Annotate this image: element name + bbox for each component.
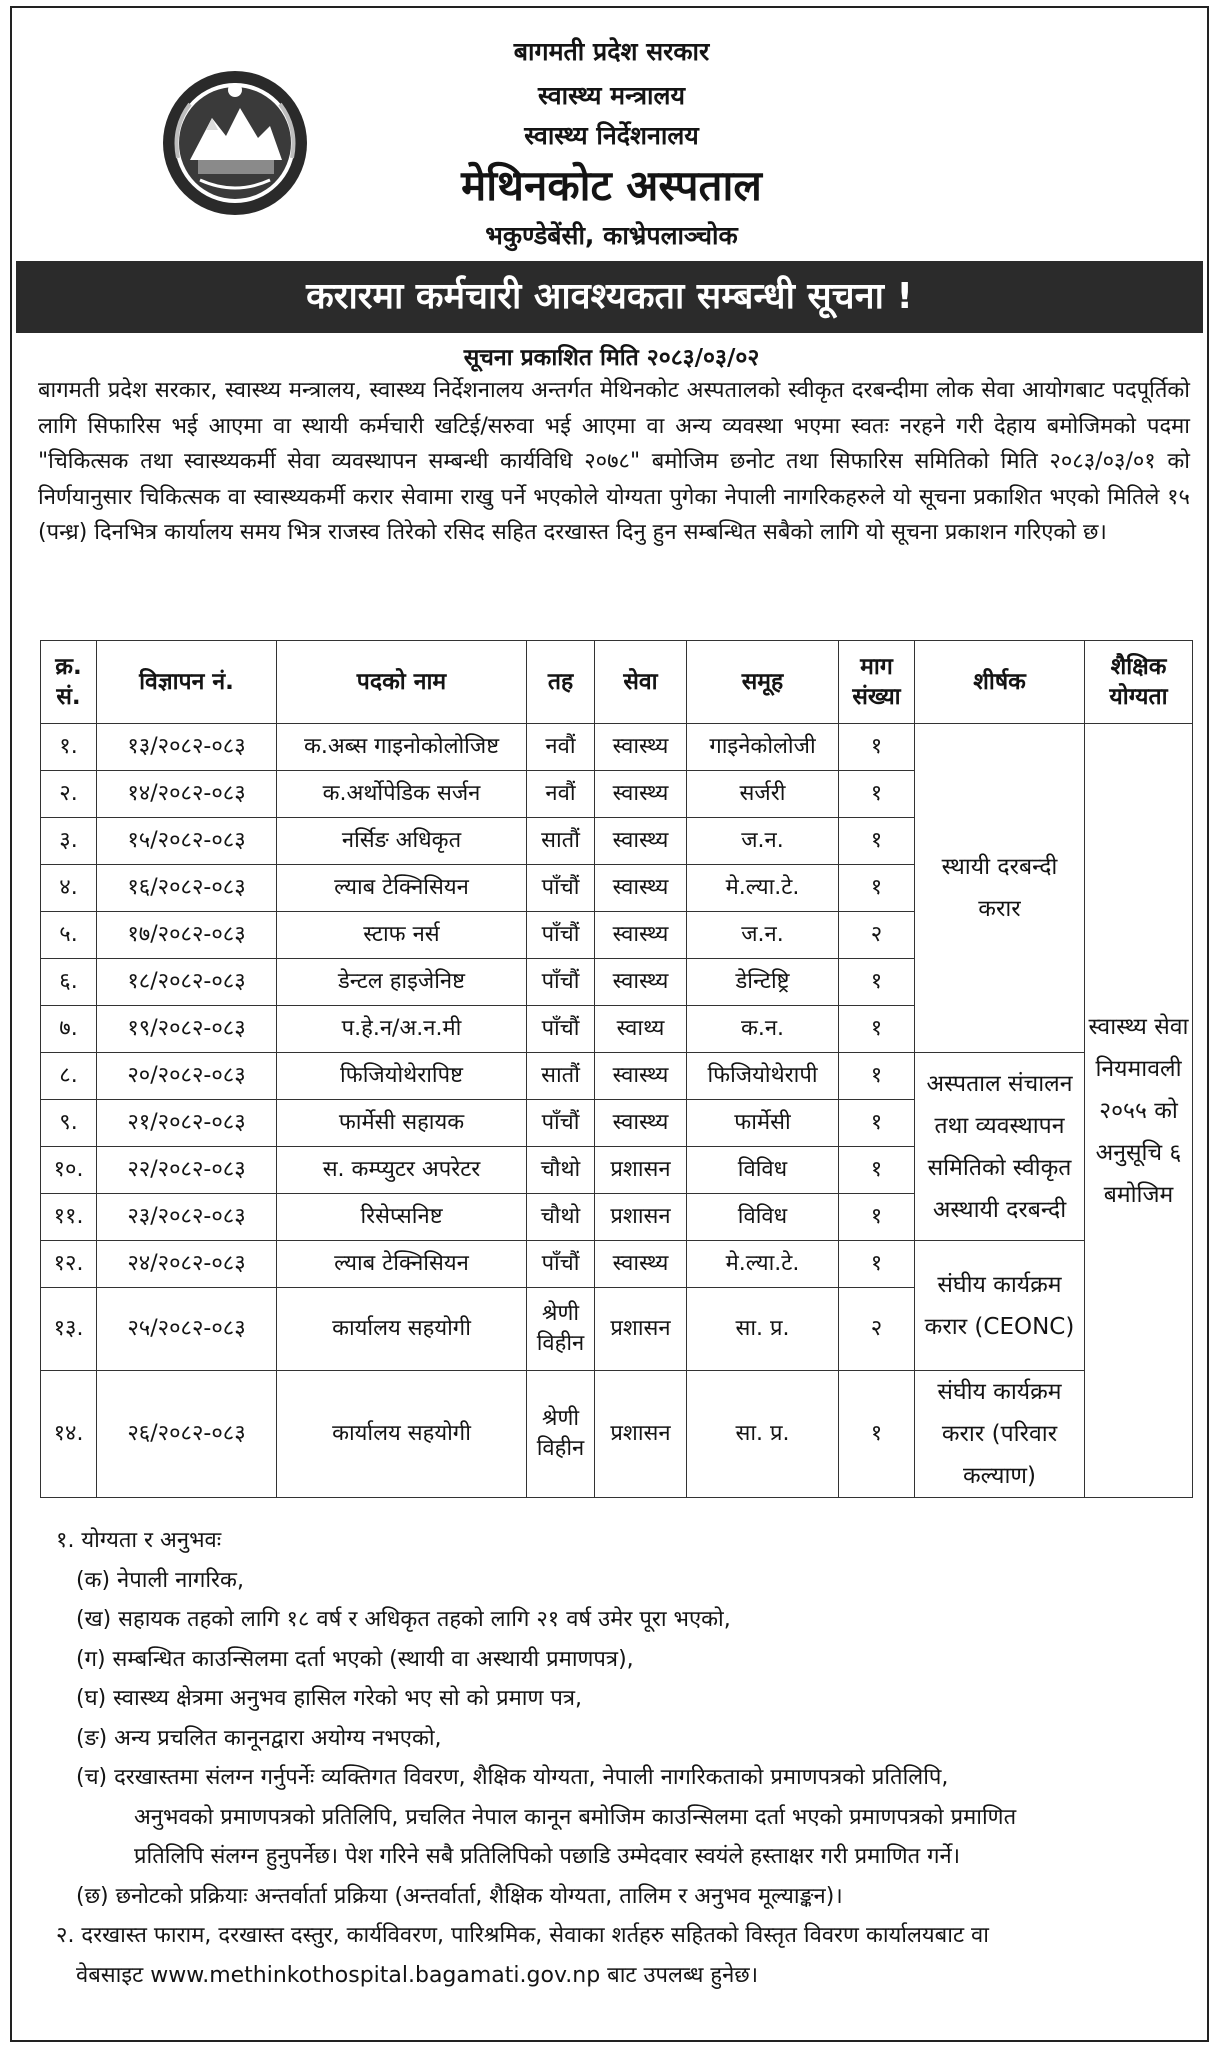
col-header-level: तह <box>527 641 595 724</box>
cell-level: सातौं <box>527 1053 595 1100</box>
cell-ad: २३/२०८२-०८३ <box>97 1194 277 1241</box>
cell-level: पाँचौं <box>527 959 595 1006</box>
cell-post: ल्याब टेक्निसियन <box>277 865 527 912</box>
cell-service: स्वास्थ्य <box>595 724 687 771</box>
table-row <box>41 1371 1193 1498</box>
col-header-service: सेवा <box>595 641 687 724</box>
ministry-name: स्वास्थ्य मन्त्रालय <box>538 81 685 110</box>
cell-service: प्रशासन <box>595 1288 687 1371</box>
cell-level: चौथो <box>527 1147 595 1194</box>
cell-post: ल्याब टेक्निसियन <box>277 1241 527 1288</box>
table-row <box>41 1241 1193 1288</box>
cell-level: सातौं <box>527 818 595 865</box>
col-header-group: समूह <box>687 641 839 724</box>
cell-service: प्रशासन <box>595 1371 687 1498</box>
cell-level: श्रेणी विहीन <box>527 1288 595 1371</box>
cell-sn: १. <box>41 724 97 771</box>
cell-group: फार्मेसी <box>687 1100 839 1147</box>
cell-title-ceonc: संघीय कार्यक्रम करार (CEONC) <box>915 1241 1085 1371</box>
cell-service: स्वास्थ्य <box>595 959 687 1006</box>
cell-level: पाँचौं <box>527 865 595 912</box>
cell-ad: १६/२०८२-०८३ <box>97 865 277 912</box>
cell-sn: ९. <box>41 1100 97 1147</box>
cell-post: क.अब्स गाइनोकोलोजिष्ट <box>277 724 527 771</box>
cell-title-temporary: अस्पताल संचालन तथा व्यवस्थापन समितिको स्वीकृत अस्थायी दरबन्दी <box>915 1053 1085 1241</box>
requirement-chha: (छ) छनोटको प्रक्रियाः अन्तर्वार्ता प्रक्रिया (अन्तर्वार्ता, शैक्षिक योग्यता, तालिम र अनुभव मूल्याङ्कन)। <box>76 1883 843 1909</box>
cell-sn: ३. <box>41 818 97 865</box>
cell-group: विविध <box>687 1194 839 1241</box>
requirement-kha: (ख) सहायक तहको लागि १८ वर्ष र अधिकृत तहको लागि २१ वर्ष उमेर पूरा भएको, <box>76 1607 731 1632</box>
cell-service: स्वास्थ्य <box>595 1241 687 1288</box>
col-header-demand: माग संख्या <box>839 641 915 724</box>
cell-sn: १२. <box>41 1241 97 1288</box>
cell-post: क.अर्थोपेडिक सर्जन <box>277 771 527 818</box>
cell-ad: २२/२०८२-०८३ <box>97 1147 277 1194</box>
cell-sn: ६. <box>41 959 97 1006</box>
table-row <box>41 724 1193 771</box>
cell-service: प्रशासन <box>595 1147 687 1194</box>
col-header-post: पदको नाम <box>277 641 527 724</box>
requirement-cha-line3: प्रतिलिपि संलग्न हुनुपर्नेछ। पेश गरिने सबै प्रतिलिपिको पछाडि उम्मेदवार स्वयंले हस्ताक्षर गरी प्रमाणित गर्ने। <box>134 1844 961 1869</box>
cell-demand: १ <box>839 771 915 818</box>
cell-level: पाँचौं <box>527 1100 595 1147</box>
cell-service: स्वास्थ्य <box>595 1100 687 1147</box>
cell-demand: १ <box>839 959 915 1006</box>
cell-post: स्टाफ नर्स <box>277 912 527 959</box>
cell-level: पाँचौं <box>527 1006 595 1053</box>
cell-level: नवौं <box>527 724 595 771</box>
cell-post: कार्यालय सहयोगी <box>277 1371 527 1498</box>
requirement-gha: (घ) स्वास्थ्य क्षेत्रमा अनुभव हासिल गरेको भए सो को प्रमाण पत्र, <box>76 1686 582 1711</box>
cell-group: फिजियोथेरापी <box>687 1053 839 1100</box>
cell-demand: १ <box>839 1371 915 1498</box>
cell-demand: १ <box>839 1100 915 1147</box>
cell-post: नर्सिङ अधिकृत <box>277 818 527 865</box>
cell-qualification: स्वास्थ्य सेवा नियमावली २०५५ को अनुसूचि ६ बमोजिम <box>1085 724 1193 1498</box>
cell-level: श्रेणी विहीन <box>527 1371 595 1498</box>
cell-ad: १५/२०८२-०८३ <box>97 818 277 865</box>
cell-post: स. कम्प्युटर अपरेटर <box>277 1147 527 1194</box>
cell-group: मे.ल्या.टे. <box>687 1241 839 1288</box>
cell-post: फार्मेसी सहायक <box>277 1100 527 1147</box>
publish-date: सूचना प्रकाशित मिति २०८३/०३/०२ <box>463 345 760 371</box>
cell-group: ज.न. <box>687 818 839 865</box>
col-header-ad: विज्ञापन नं. <box>97 641 277 724</box>
vacancy-table <box>40 640 1193 1498</box>
requirements-heading: १. योग्यता र अनुभवः <box>56 1528 222 1553</box>
cell-demand: १ <box>839 1194 915 1241</box>
cell-post: प.हे.न/अ.न.मी <box>277 1006 527 1053</box>
cell-sn: ४. <box>41 865 97 912</box>
cell-sn: २. <box>41 771 97 818</box>
cell-service: प्रशासन <box>595 1194 687 1241</box>
cell-level: पाँचौं <box>527 1241 595 1288</box>
directorate-name: स्वास्थ्य निर्देशनालय <box>524 121 699 150</box>
cell-group: गाइनेकोलोजी <box>687 724 839 771</box>
cell-sn: ७. <box>41 1006 97 1053</box>
col-header-sn: क्र. सं. <box>41 641 97 724</box>
cell-group: विविध <box>687 1147 839 1194</box>
cell-ad: १७/२०८२-०८३ <box>97 912 277 959</box>
col-header-title: शीर्षक <box>915 641 1085 724</box>
cell-ad: २६/२०८२-०८३ <box>97 1371 277 1498</box>
cell-sn: ११. <box>41 1194 97 1241</box>
hospital-address: भकुण्डेबेंसी, काभ्रेपलाञ्चोक <box>485 221 738 250</box>
cell-ad: २०/२०८२-०८३ <box>97 1053 277 1100</box>
cell-group: मे.ल्या.टे. <box>687 865 839 912</box>
cell-post: रिसेप्सनिष्ट <box>277 1194 527 1241</box>
cell-title-permanent: स्थायी दरबन्दी करार <box>915 724 1085 1053</box>
cell-group: क.न. <box>687 1006 839 1053</box>
cell-post: कार्यालय सहयोगी <box>277 1288 527 1371</box>
province-name: बागमती प्रदेश सरकार <box>513 37 710 66</box>
cell-demand: १ <box>839 1241 915 1288</box>
cell-sn: १४. <box>41 1371 97 1498</box>
requirement-nga: (ङ) अन्य प्रचलित कानूनद्वारा अयोग्य नभएको, <box>76 1725 442 1751</box>
cell-demand: १ <box>839 1053 915 1100</box>
note-two-line2: वेबसाइट www.methinkothospital.bagamati.gov.np बाट उपलब्ध हुनेछ। <box>76 1962 759 1988</box>
requirement-ka: (क) नेपाली नागरिक, <box>76 1567 244 1593</box>
requirements-section <box>56 1521 1196 1995</box>
cell-demand: २ <box>839 912 915 959</box>
cell-level: चौथो <box>527 1194 595 1241</box>
cell-demand: १ <box>839 724 915 771</box>
cell-service: स्वाथ्य <box>595 1006 687 1053</box>
table-header-row <box>41 641 1193 724</box>
cell-ad: १८/२०८२-०८३ <box>97 959 277 1006</box>
cell-ad: १४/२०८२-०८३ <box>97 771 277 818</box>
cell-demand: २ <box>839 1288 915 1371</box>
hospital-name: मेथिनकोट अस्पताल <box>461 161 762 210</box>
cell-level: नवौं <box>527 771 595 818</box>
cell-service: स्वास्थ्य <box>595 771 687 818</box>
cell-service: स्वास्थ्य <box>595 912 687 959</box>
cell-group: ज.न. <box>687 912 839 959</box>
cell-sn: १३. <box>41 1288 97 1371</box>
cell-sn: ५. <box>41 912 97 959</box>
table-row <box>41 1053 1193 1100</box>
cell-group: डेन्टिष्ट्रि <box>687 959 839 1006</box>
cell-demand: १ <box>839 818 915 865</box>
cell-ad: २१/२०८२-०८३ <box>97 1100 277 1147</box>
cell-ad: १९/२०८२-०८३ <box>97 1006 277 1053</box>
cell-group: सर्जरी <box>687 771 839 818</box>
cell-service: स्वास्थ्य <box>595 818 687 865</box>
cell-title-family-planning: संघीय कार्यक्रम करार (परिवार कल्याण) <box>915 1371 1085 1498</box>
intro-paragraph: बागमती प्रदेश सरकार, स्वास्थ्य मन्त्रालय, स्वास्थ्य निर्देशनालय अन्तर्गत मेथिनकोट अस्पतालको स्वीकृत दरबन्दीमा लोक सेवा आयोगबाट पदपूर्तिको लागि सिफारिस भई आएमा वा स्थायी कर्मचारी खटिई/सरुवा भई आएमा वा अन्य व्यवस्था भएमा स्वतः नरहने गरी देहाय बमोजिमको पदमा "चिकित्सक तथा स्वास्थ्यकर्मी सेवा व्यवस्थापन सम्बन्धी कार्यविधि २०७८" बमोजिम छनोट तथा सिफारिस समितिको मिति २०८३/०३/०१ को निर्णयानुसार चिकित्सक वा स्वास्थ्यकर्मी करार सेवामा राखु पर्ने भएकोले योग्यता पुगेका नेपाली नागरिकहरुले यो सूचना प्रकाशित भएको मितिले १५ (पन्ध्र) दिनभित्र कार्यालय समय भित्र राजस्व तिरेको रसिद सहित दरखास्त दिनु हुन सम्बन्धित सबैको लागि यो सूचना प्रकाशन गरिएको छ। <box>38 378 1190 545</box>
cell-level: पाँचौं <box>527 912 595 959</box>
notice-title-banner: करारमा कर्मचारी आवश्यकता सम्बन्धी सूचना ! <box>16 261 1203 333</box>
cell-ad: १३/२०८२-०८३ <box>97 724 277 771</box>
cell-demand: १ <box>839 865 915 912</box>
cell-demand: १ <box>839 1006 915 1053</box>
cell-sn: ८. <box>41 1053 97 1100</box>
cell-service: स्वास्थ्य <box>595 865 687 912</box>
cell-demand: १ <box>839 1147 915 1194</box>
cell-ad: २४/२०८२-०८३ <box>97 1241 277 1288</box>
col-header-qualification: शैक्षिक योग्यता <box>1085 641 1193 724</box>
requirement-ga: (ग) सम्बन्धित काउन्सिलमा दर्ता भएको (स्थायी वा अस्थायी प्रमाणपत्र), <box>76 1646 634 1672</box>
cell-group: सा. प्र. <box>687 1371 839 1498</box>
cell-group: सा. प्र. <box>687 1288 839 1371</box>
cell-service: स्वास्थ्य <box>595 1053 687 1100</box>
cell-sn: १०. <box>41 1147 97 1194</box>
cell-post: फिजियोथेरापिष्ट <box>277 1053 527 1100</box>
notice-page <box>10 6 1209 2042</box>
cell-post: डेन्टल हाइजेनिष्ट <box>277 959 527 1006</box>
note-two-line1: २. दरखास्त फाराम, दरखास्त दस्तुर, कार्यविवरण, पारिश्रमिक, सेवाका शर्तहरु सहितको विस्तृत विवरण कार्यालयबाट वा <box>56 1923 989 1948</box>
requirement-cha-line1: (च) दरखास्तमा संलग्न गर्नुपर्नेः व्यक्तिगत विवरण, शैक्षिक योग्यता, नेपाली नागरिकताको प्रमाणपत्रको प्रतिलिपि, <box>76 1765 949 1790</box>
cell-ad: २५/२०८२-०८३ <box>97 1288 277 1371</box>
requirement-cha-line2: अनुभवको प्रमाणपत्रको प्रतिलिपि, प्रचलित नेपाल कानून बमोजिम काउन्सिलमा दर्ता भएको प्रमाणपत्रको प्रमाणित <box>134 1804 1017 1830</box>
